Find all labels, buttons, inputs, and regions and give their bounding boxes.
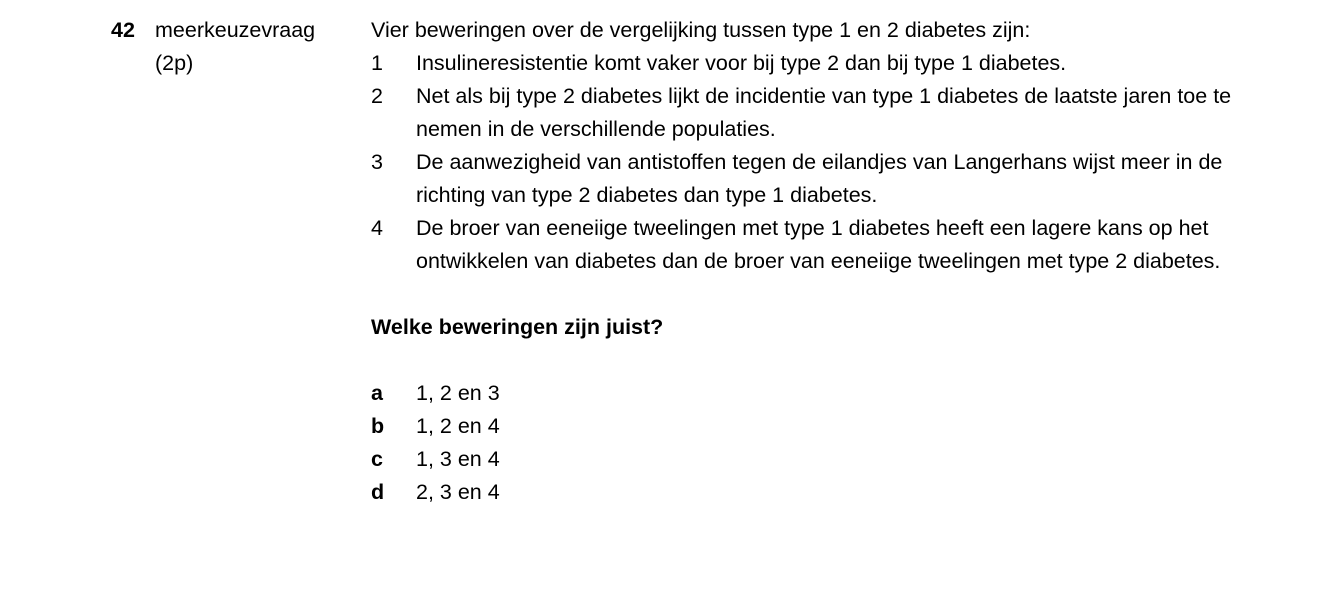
statement-text: De aanwezigheid van antistoffen tegen de eilandjes van Langerhans wijst meer in de richting van type 2 diabetes dan type 1 diabetes. [416, 150, 1223, 207]
statement-number: 4 [371, 216, 383, 240]
question-points: (2p) [155, 51, 194, 75]
answer-option-a [371, 377, 1271, 410]
answer-options [371, 377, 1271, 509]
answer-option-b [371, 410, 1271, 443]
question-number: 42 [111, 18, 135, 42]
statement-item [371, 212, 1271, 278]
statement-text: Net als bij type 2 diabetes lijkt de incidentie van type 1 diabetes de laatste jaren toe te nemen in de verschillende populaties. [416, 84, 1232, 141]
option-letter: b [371, 414, 385, 438]
statement-text: Insulineresistentie komt vaker voor bij type 2 dan bij type 1 diabetes. [416, 51, 1067, 75]
statement-item [371, 47, 1271, 80]
statement-list [371, 47, 1271, 278]
option-letter: c [371, 447, 383, 471]
answer-option-d [371, 476, 1271, 509]
question-type: meerkeuzevraag [155, 18, 316, 42]
statement-number: 2 [371, 84, 383, 108]
statement-item [371, 80, 1271, 146]
statement-item [371, 146, 1271, 212]
option-text: 1, 2 en 4 [416, 414, 500, 438]
question-content [371, 14, 1271, 509]
option-text: 1, 2 en 3 [416, 381, 500, 405]
statement-number: 1 [371, 51, 383, 75]
statement-number: 3 [371, 150, 383, 174]
option-letter: d [371, 480, 385, 504]
answer-option-c [371, 443, 1271, 476]
question-prompt: Welke beweringen zijn juist? [371, 315, 664, 339]
question-intro: Vier beweringen over de vergelijking tussen type 1 en 2 diabetes zijn: [371, 18, 1031, 42]
option-text: 2, 3 en 4 [416, 480, 500, 504]
option-letter: a [371, 381, 383, 405]
option-text: 1, 3 en 4 [416, 447, 500, 471]
statement-text: De broer van eeneiige tweelingen met type 1 diabetes heeft een lagere kans op het ontwikkelen van diabetes dan de broer van eeneiige tweelingen met type 2 diabetes. [416, 216, 1221, 273]
